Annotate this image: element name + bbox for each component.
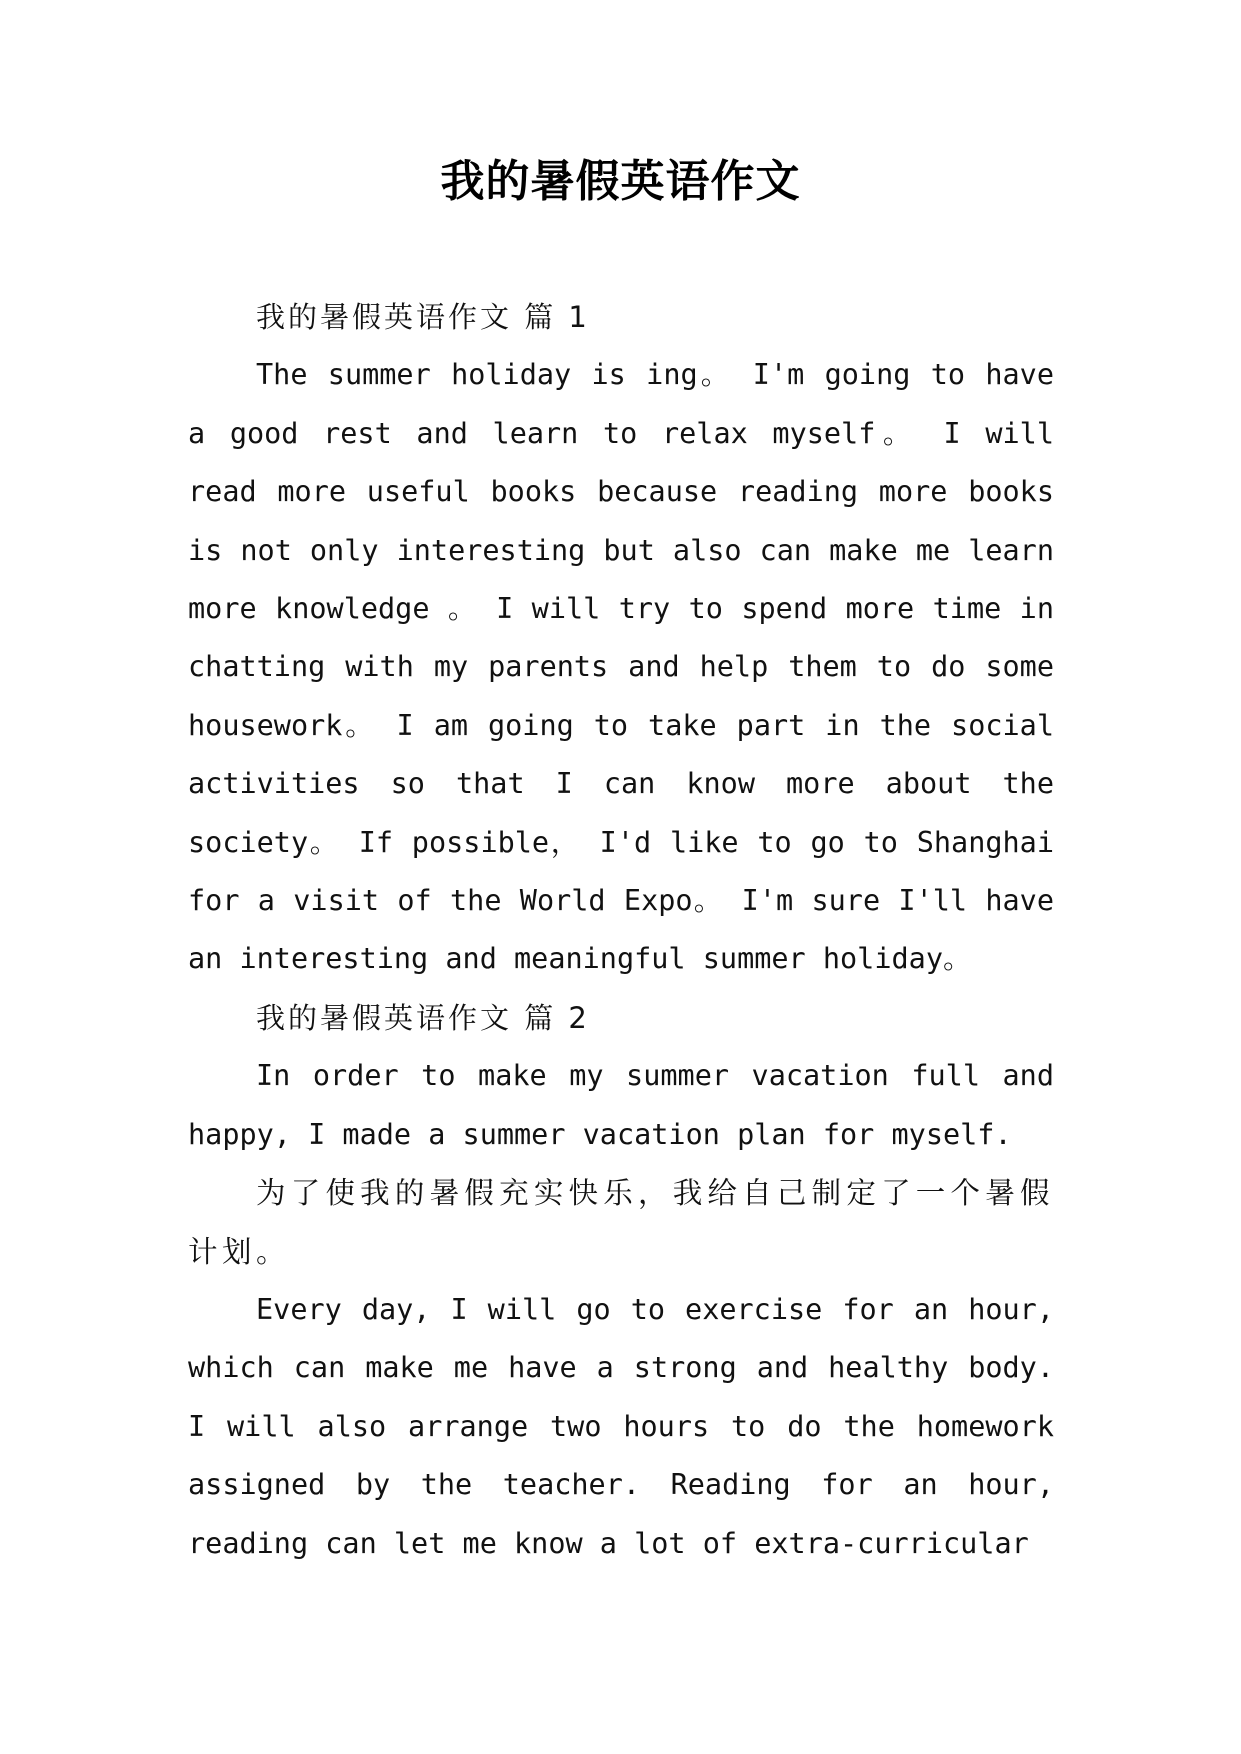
document-body [188,288,1054,1573]
section-2-paragraph-2: 为了使我的暑假充实快乐，我给自己制定了一个暑假计划。 [188,1176,1054,1269]
section-2-paragraph-1: In order to make my summer vacation full and happy, I made a summer vacation plan for myself. [188,1059,1054,1151]
section-2-paragraph-3: Every day, I will go to exercise for an hour, which can make me have a strong and healthy body. I will also arrange two hours to do the homework assigned by the teacher. Reading for an hour, reading can let me know a lot of extra-curricular [188,1292,1054,1560]
section-heading-2: 我的暑假英语作文 篇 2 [256,1000,590,1035]
document-title: 我的暑假英语作文 [440,156,801,207]
section-1-paragraph: The summer holiday is ing。 I'm going to have a good rest and learn to relax myself。 I will read more useful books because reading more books is not only interesting but also can make me learn more knowledge 。 I will try to spend more time in chatting with my parents and help them to do some housework。 I am going to take part in the social activities so that I can know more about the society。 If possible， I'd like to go to Shanghai for a visit of the World Expo。 I'm sure I'll have an interesting and meaningful summer holiday。 [188,358,1054,976]
section-heading-1: 我的暑假英语作文 篇 1 [256,300,590,334]
